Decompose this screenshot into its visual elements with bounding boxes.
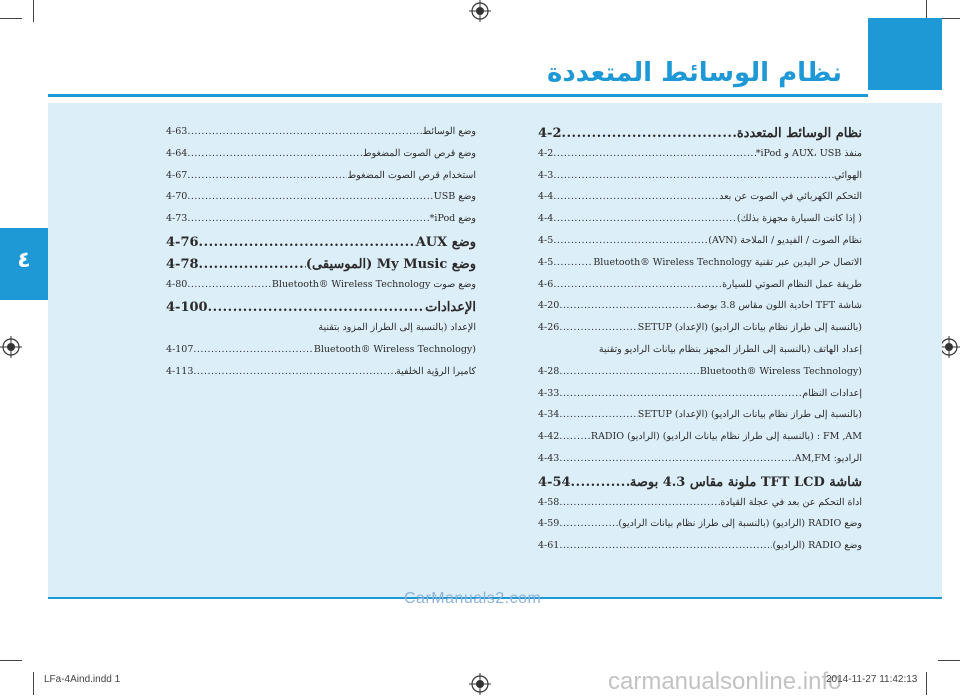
toc-leader-dots: [199, 257, 306, 272]
toc-entry-title: نظام الوسائط المتعددة: [736, 126, 862, 141]
toc-entry[interactable]: [538, 300, 862, 322]
registration-mark-icon: [469, 673, 491, 695]
toc-entry-title: RADIO (الراديو) (بالنسبة إلى طراز نظام بيانات الراديو) : FM ,AM: [590, 431, 862, 443]
toc-page-number: 4-2: [538, 147, 554, 159]
toc-entry-title: الراديو: AM,FM: [794, 452, 862, 464]
toc-page-number: 4-61: [538, 540, 560, 552]
toc-leader-dots: [553, 235, 708, 246]
toc-page-number: 4-100: [166, 300, 208, 316]
toc-page-number: 4-113: [166, 365, 194, 377]
toc-leader-dots: [559, 431, 591, 442]
toc-leader-dots: [553, 191, 719, 202]
toc-leader-dots: [559, 540, 772, 551]
toc-entry[interactable]: [538, 322, 862, 344]
toc-page-number: 4-73: [166, 213, 188, 225]
toc-leader-dots: [559, 453, 794, 464]
toc-entry-title: وضع USB: [433, 191, 476, 203]
toc-entry[interactable]: [538, 191, 862, 213]
toc-entry-title: كاميرا الرؤية الخلفية: [396, 365, 476, 377]
toc-leader-dots: [559, 409, 637, 420]
toc-page-number: 4-64: [166, 147, 188, 159]
toc-page-number: 4-26: [538, 322, 560, 334]
toc-page-number: 4-28: [538, 365, 560, 377]
toc-page-number: 4-70: [166, 191, 188, 203]
toc-leader-dots: [571, 475, 630, 490]
section-tab-number: ٤: [17, 248, 31, 273]
toc-continuation-line: إعداد الهاتف (بالنسبة إلى الطراز المجهز بنظام بيانات الراديو وتقنية: [598, 343, 862, 355]
toc-entry[interactable]: [538, 235, 862, 257]
toc-page-number: 4-5: [538, 256, 554, 268]
toc-page-number: 4-67: [166, 169, 188, 181]
toc-entry[interactable]: [166, 279, 476, 301]
crop-mark: [33, 0, 34, 22]
toc-entry-title: الهوائي: [833, 169, 862, 181]
toc-leader-dots: [559, 497, 720, 508]
toc-entry[interactable]: [538, 213, 862, 235]
header-color-block: [868, 18, 942, 90]
toc-page-number: 4-6: [538, 278, 554, 290]
toc-entry[interactable]: [166, 344, 476, 366]
toc-entry-title: وضع قرص الصوت المضغوط: [362, 147, 476, 159]
toc-entry[interactable]: [538, 366, 862, 388]
toc-page-number: 4-4: [538, 213, 554, 225]
toc-entry[interactable]: [166, 126, 476, 148]
page-title: نظام الوسائط المتعددة: [546, 58, 842, 88]
toc-leader-dots: [559, 300, 696, 311]
toc-leader-dots: [553, 279, 722, 290]
toc-leader-dots: [187, 279, 272, 290]
footer-date: 2014-11-27 11:42:13: [826, 674, 918, 685]
toc-continuation-line: الإعداد (بالنسبة إلى الطراز المزود بتقنية: [318, 322, 476, 334]
toc-entry[interactable]: [538, 279, 862, 301]
toc-page-number: 4-78: [166, 256, 199, 272]
toc-leader-dots: [553, 257, 593, 268]
toc-leader-dots: [199, 235, 416, 250]
toc-leader-dots: [559, 388, 802, 399]
toc-entry[interactable]: [166, 257, 476, 279]
toc-page-number: 4-33: [538, 387, 560, 399]
toc-entry[interactable]: [538, 409, 862, 431]
toc-page-number: 4-76: [166, 234, 199, 250]
crop-mark: [0, 660, 22, 661]
toc-entry-title: SETUP (الإعداد) (بالنسبة إلى طراز نظام بيانات الراديو): [637, 409, 862, 421]
toc-page-number: 4-59: [538, 518, 560, 530]
toc-page-number: 4-3: [538, 169, 554, 181]
toc-leader-dots: [562, 126, 737, 141]
toc-entry-title: طريقة عمل النظام الصوتي للسيارة: [722, 278, 862, 290]
toc-entry-title: ( إذا كانت السيارة مجهزة بذلك): [736, 213, 862, 225]
toc-leader-dots: [553, 148, 755, 159]
toc-entry-title: الاتصال حر اليدين عبر تقنية Bluetooth® Wireless Technology: [593, 256, 862, 268]
toc-page-number: 4-43: [538, 452, 560, 464]
toc-entry-title: منفذ AUX، USB و iPod*: [755, 147, 862, 159]
toc-entry-title: إعدادات النظام: [802, 387, 862, 399]
toc-page-number: 4-20: [538, 300, 560, 312]
toc-entry[interactable]: [538, 475, 862, 497]
toc-entry[interactable]: [538, 388, 862, 410]
toc-leader-dots: [187, 191, 433, 202]
toc-entry[interactable]: [166, 170, 476, 192]
watermark: CarManuals2.com: [404, 590, 542, 607]
toc-entry-title: SETUP (الإعداد) (بالنسبة إلى طراز نظام بيانات الراديو): [637, 322, 862, 334]
toc-entry-title: وضع AUX: [415, 234, 476, 250]
toc-entry[interactable]: [538, 497, 862, 519]
toc-entry-title: وضع صوت Bluetooth® Wireless Technology: [271, 278, 476, 290]
toc-column-right: [538, 126, 862, 562]
toc-entry-title: وضع RADIO (الراديو): [772, 540, 862, 552]
toc-entry-title: أداة التحكم عن بعد في عجلة القيادة: [720, 496, 862, 508]
toc-leader-dots: [187, 126, 422, 137]
toc-entry[interactable]: [166, 300, 476, 322]
toc-entry[interactable]: [166, 235, 476, 257]
toc-leader-dots: [553, 170, 834, 181]
toc-entry[interactable]: [166, 213, 476, 235]
toc-entry[interactable]: [538, 126, 862, 148]
toc-leader-dots: [187, 148, 362, 159]
toc-entry[interactable]: [538, 257, 862, 279]
footer-file-name: LFa-4Aind.indd 1: [44, 674, 121, 685]
toc-entry[interactable]: [166, 366, 476, 388]
toc-page-number: 4-5: [538, 234, 554, 246]
toc-page-number: 4-2: [538, 126, 562, 141]
toc-entry-title: نظام الصوت / الفيديو / الملاحة (AVN): [708, 234, 862, 246]
toc-leader-dots: [187, 213, 429, 224]
toc-entry-title: Bluetooth® Wireless Technology): [699, 365, 862, 377]
toc-entry-title: استخدام قرص الصوت المضغوط: [347, 169, 476, 181]
toc-entry-title: شاشة TFT LCD ملونة مقاس 4.3 بوصة: [629, 474, 862, 490]
toc-entry-title: وضع الوسائط: [422, 126, 476, 137]
toc-page-number: 4-54: [538, 474, 571, 490]
toc-entry-title: التحكم الكهربائي في الصوت عن بعد: [719, 191, 862, 203]
registration-mark-icon: [469, 0, 491, 22]
toc-entry[interactable]: [538, 148, 862, 170]
toc-leader-dots: [193, 366, 396, 377]
toc-entry-title: وضع RADIO (الراديو) (بالنسبة إلى طراز نظام بيانات الراديو): [618, 518, 862, 530]
toc-page-number: 4-80: [166, 278, 188, 290]
toc-entry[interactable]: [538, 518, 862, 540]
toc-entry[interactable]: [166, 191, 476, 213]
toc-leader-dots: [559, 366, 700, 377]
title-rule: [48, 94, 868, 97]
toc-entry-title: الإعدادات: [425, 300, 476, 316]
toc-leader-dots: [193, 344, 313, 355]
toc-column-left: [166, 126, 476, 388]
toc-leader-dots: [559, 518, 618, 529]
toc-page-number: 4-4: [538, 191, 554, 203]
crop-mark: [33, 672, 34, 695]
toc-entry-title: وضع My Music (الموسيقى): [305, 256, 476, 272]
toc-entry[interactable]: [538, 170, 862, 192]
toc-entry[interactable]: [538, 431, 862, 453]
toc-entry[interactable]: [166, 148, 476, 170]
toc-entry-title: وضع iPod*: [429, 213, 476, 225]
crop-mark: [938, 660, 960, 661]
crop-mark: [926, 672, 927, 695]
toc-page-number: 4-34: [538, 409, 560, 421]
registration-mark-icon: [0, 336, 22, 358]
toc-leader-dots: [208, 300, 426, 315]
toc-leader-dots: [559, 322, 637, 333]
toc-page-number: 4-42: [538, 431, 560, 443]
toc-entry-title: شاشة TFT أحادية اللون مقاس 3.8 بوصة: [696, 300, 862, 312]
toc-page-number: 4-63: [166, 126, 188, 137]
toc-entry[interactable]: [538, 540, 862, 562]
footer-site-watermark: carmanualsonline.info: [608, 668, 842, 695]
toc-page-number: 4-107: [166, 343, 194, 355]
toc-leader-dots: [553, 213, 737, 224]
toc-page-number: 4-58: [538, 496, 560, 508]
toc-entry-title: Bluetooth® Wireless Technology): [313, 343, 476, 355]
crop-mark: [0, 18, 22, 19]
toc-entry[interactable]: [538, 453, 862, 475]
toc-leader-dots: [187, 170, 347, 181]
